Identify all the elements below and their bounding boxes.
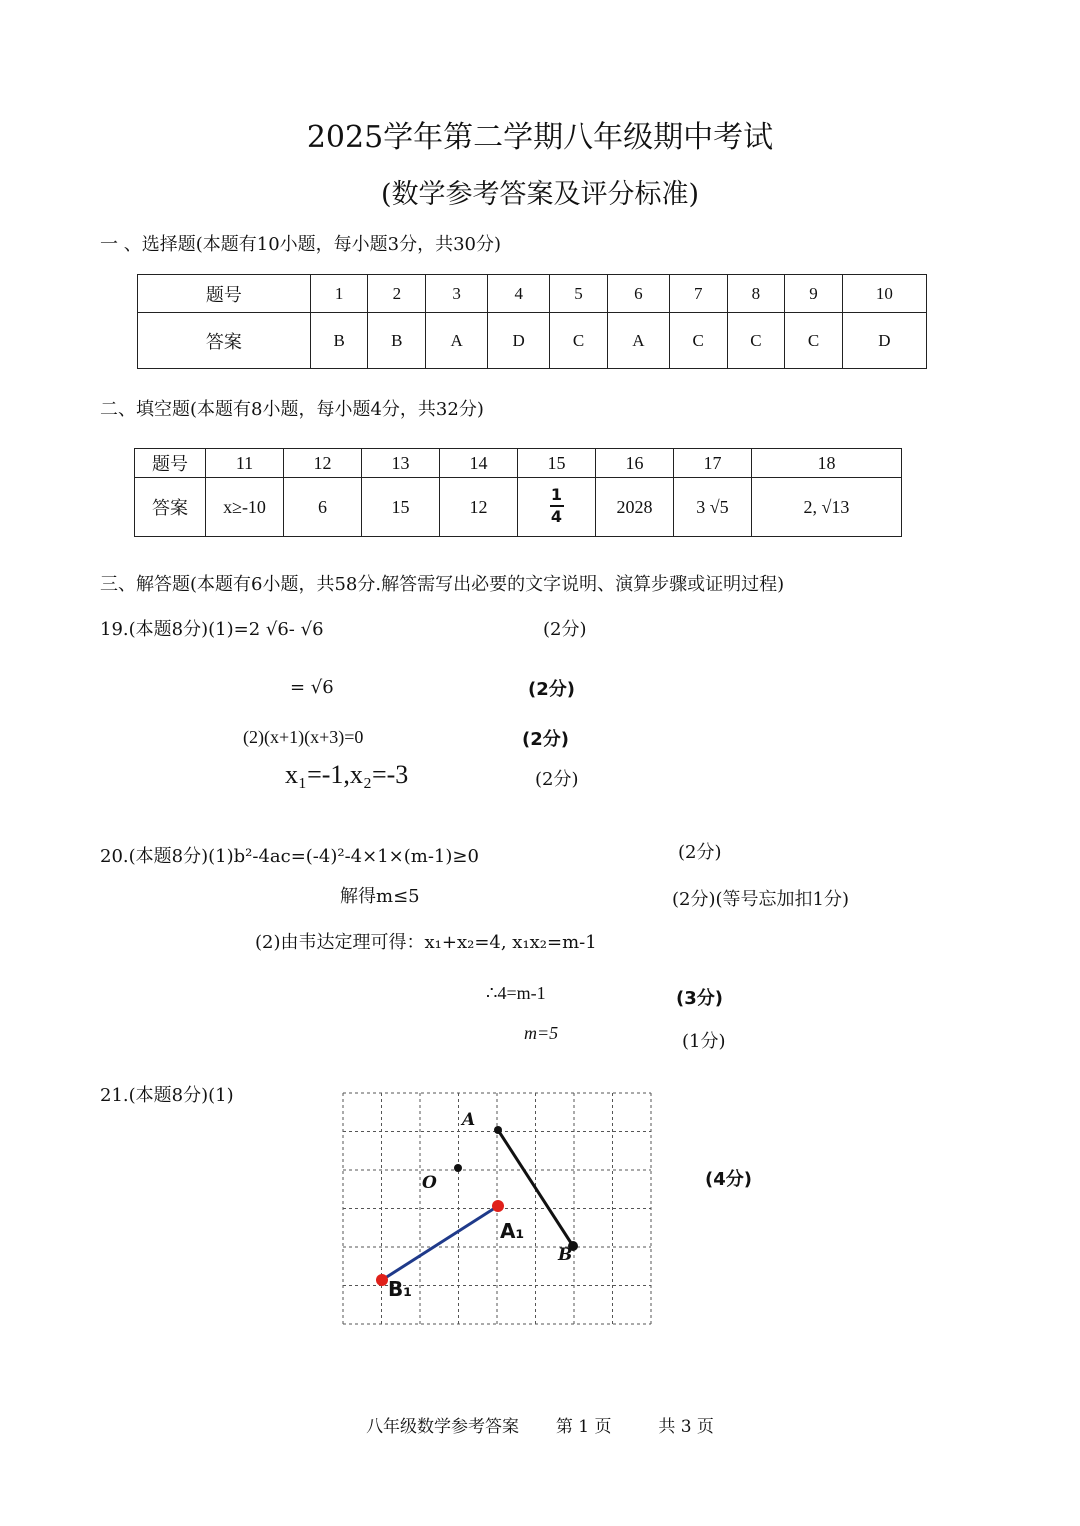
fraction-numerator: 1	[550, 485, 563, 504]
q20-score5: (1分)	[682, 1031, 726, 1052]
question-number: 7	[669, 275, 727, 313]
q19-score3: (2分)	[522, 729, 569, 750]
answer-cell: 2, √13	[752, 478, 902, 537]
footer-total: 共 3 页	[658, 1417, 714, 1437]
q19-score4: (2分)	[535, 769, 579, 790]
question-number: 1	[310, 275, 368, 313]
answer-cell: 12	[440, 478, 518, 537]
answer-cell: B	[310, 313, 368, 369]
point-A	[494, 1126, 502, 1134]
q19-score1: (2分)	[543, 619, 587, 640]
question-number: 12	[284, 449, 362, 478]
question-number: 11	[206, 449, 284, 478]
question-number: 4	[488, 275, 550, 313]
footer-page: 第 1 页	[555, 1417, 612, 1437]
fill-answer-table	[134, 448, 902, 537]
question-number: 2	[368, 275, 426, 313]
answer-cell: 15	[362, 478, 440, 537]
q20-score4: (3分)	[676, 988, 723, 1009]
q21-score: (4分)	[705, 1169, 752, 1190]
question-number: 16	[596, 449, 674, 478]
question-number: 14	[440, 449, 518, 478]
q20-line3: (2)由韦达定理可得：x₁+x₂=4, x₁x₂=m-1	[255, 932, 597, 953]
point-A1	[492, 1200, 504, 1212]
label-B1: B₁	[388, 1277, 413, 1301]
exam-title: 2025学年第二学期八年级期中考试	[306, 120, 774, 155]
q19-line4: x₁=-1,x₂=-3	[285, 760, 409, 789]
answer-cell: A	[607, 313, 669, 369]
section3-heading: 三、解答题(本题有6小题，共58分.解答需写出必要的文字说明、演算步骤或证明过程)	[100, 574, 785, 595]
q20-line4: ∴4=m-1	[486, 983, 546, 1003]
row-label-answer: 答案	[138, 313, 311, 369]
q20-score1: (2分)	[678, 842, 722, 863]
q20-score2: (2分)(等号忘加扣1分)	[672, 889, 849, 910]
footer-text: 八年级数学参考答案	[366, 1417, 520, 1437]
q20-line5: m=5	[524, 1023, 559, 1043]
question-number: 9	[785, 275, 843, 313]
section1-heading: 一 、选择题(本题有10小题，每小题3分，共30分)	[100, 234, 502, 255]
fraction	[550, 487, 564, 525]
label-A: A	[462, 1110, 476, 1130]
answer-cell: 2028	[596, 478, 674, 537]
question-number: 17	[674, 449, 752, 478]
exam-subtitle: (数学参考答案及评分标准)	[380, 179, 700, 210]
segment-A1B1	[382, 1206, 498, 1280]
answer-cell: C	[727, 313, 785, 369]
question-number: 5	[550, 275, 608, 313]
q21-label: 21.(本题8分)(1)	[100, 1085, 234, 1106]
row-label-number: 题号	[138, 275, 311, 313]
answer-cell: 3 √5	[674, 478, 752, 537]
rotation-grid-figure	[340, 1090, 652, 1326]
point-O	[454, 1164, 462, 1172]
question-number: 8	[727, 275, 785, 313]
choice-answer-table	[137, 274, 927, 369]
label-O: O	[422, 1173, 437, 1193]
question-number: 13	[362, 449, 440, 478]
question-number: 15	[518, 449, 596, 478]
label-A1: A₁	[500, 1219, 525, 1243]
question-number: 18	[752, 449, 902, 478]
answer-cell: C	[785, 313, 843, 369]
q19-line2: = √6	[290, 677, 334, 698]
question-number: 6	[607, 275, 669, 313]
row-label-number: 题号	[135, 449, 206, 478]
q19-score2: (2分)	[528, 679, 575, 700]
answer-cell: D	[842, 313, 926, 369]
question-number: 10	[842, 275, 926, 313]
question-number: 3	[426, 275, 488, 313]
fraction-denominator: 4	[550, 507, 563, 526]
q20-line1: 20.(本题8分)(1)b²-4ac=(-4)²-4×1×(m-1)≥0	[100, 846, 479, 867]
answer-cell: C	[550, 313, 608, 369]
section2-heading: 二、填空题(本题有8小题，每小题4分，共32分)	[100, 399, 484, 420]
answer-cell: A	[426, 313, 488, 369]
answer-cell: 6	[284, 478, 362, 537]
answer-cell: B	[368, 313, 426, 369]
q19-line1: 19.(本题8分)(1)=2 √6- √6	[100, 619, 324, 640]
q19-line3: (2)(x+1)(x+3)=0	[243, 727, 364, 747]
answer-cell-fraction	[518, 478, 596, 537]
label-B: B	[558, 1245, 573, 1265]
point-B1	[376, 1274, 388, 1286]
answer-cell: D	[488, 313, 550, 369]
answer-cell: C	[669, 313, 727, 369]
row-label-answer: 答案	[135, 478, 206, 537]
q20-line2: 解得m≤5	[340, 886, 420, 907]
answer-cell: x≥-10	[206, 478, 284, 537]
page-footer	[0, 1412, 1080, 1437]
